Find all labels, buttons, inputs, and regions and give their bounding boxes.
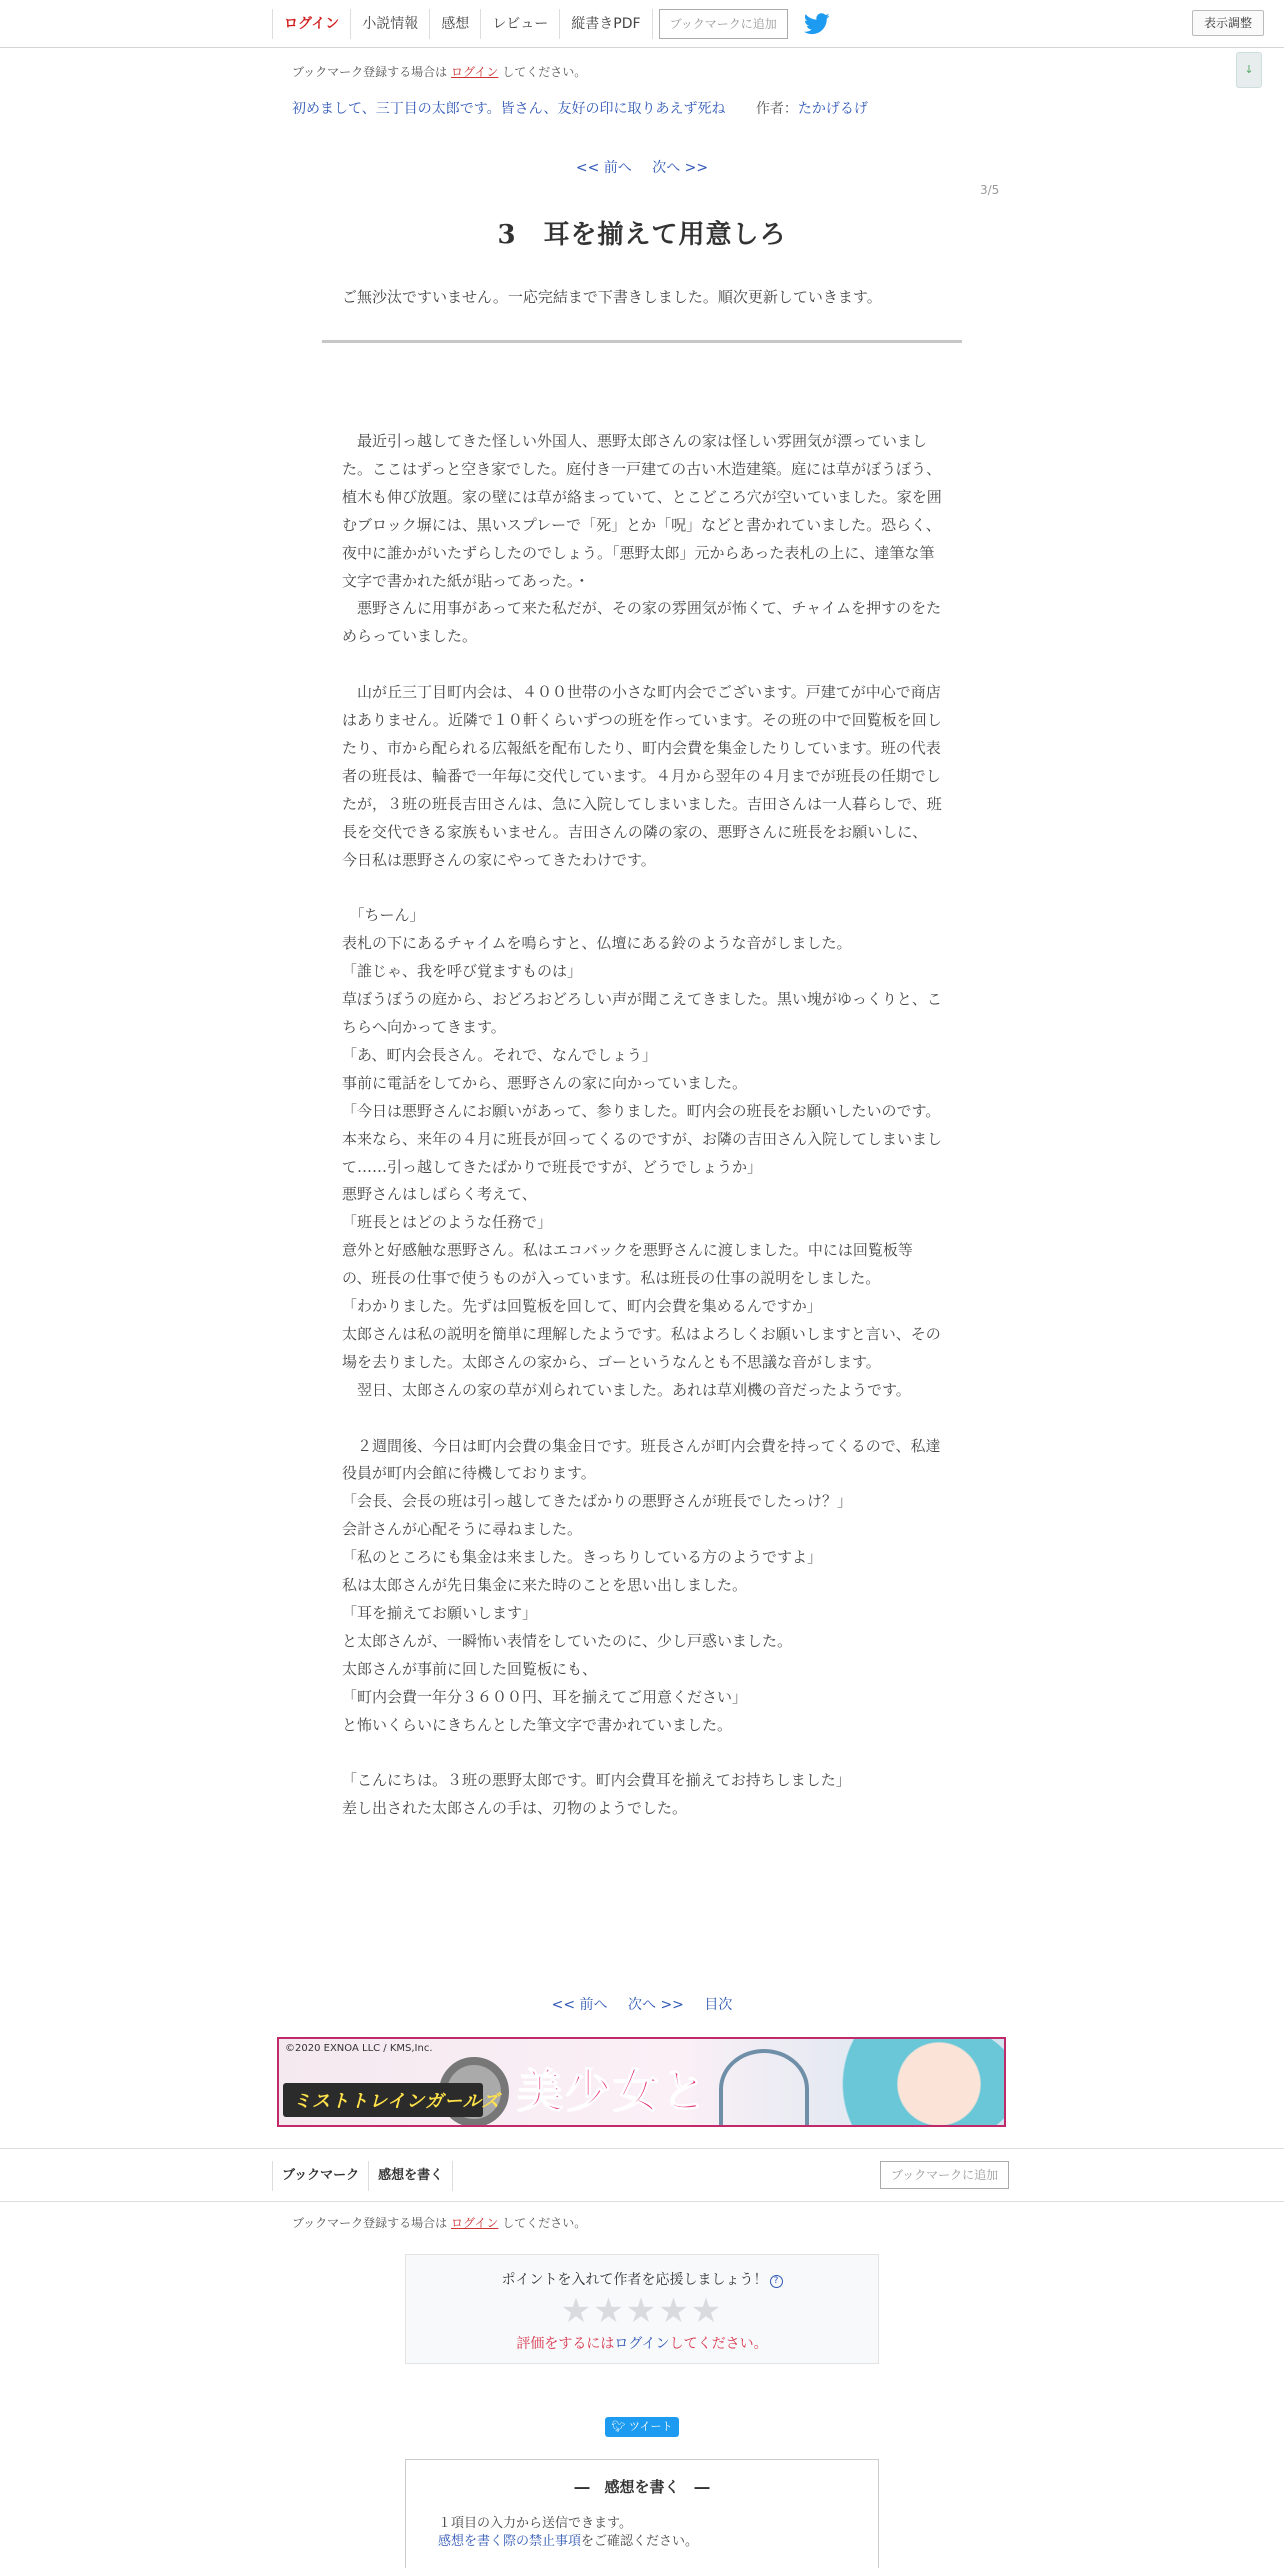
rating-prompt	[406, 2269, 878, 2289]
display-adjust-button[interactable]: 表示調整	[1192, 10, 1264, 36]
body-blank-line	[342, 651, 942, 679]
top-nav-items	[272, 0, 830, 48]
bookmark-notice-suffix: してください。	[502, 65, 587, 79]
nav-reviews[interactable]: レビュー	[480, 9, 559, 39]
ad-headline: 美少女と	[517, 2064, 709, 2118]
body-blank-line	[342, 874, 942, 902]
next-page-link[interactable]: 次へ >>	[652, 160, 709, 176]
add-bookmark-button-bottom[interactable]: ブックマークに追加	[880, 2161, 1009, 2189]
chapter-title: 3 耳を揃えて用意しろ	[497, 220, 787, 250]
body-paragraph: 「誰じゃ、我を呼び覚ますものは」	[342, 962, 583, 981]
add-bookmark-button[interactable]: ブックマークに追加	[659, 9, 788, 39]
impression-rules-suffix: をご確認ください。	[581, 2534, 699, 2549]
ad-logo	[283, 2083, 501, 2117]
rating-prompt-text: ポイントを入れて作者を応援しましょう！	[501, 2272, 768, 2288]
bookmark-notice-bottom	[292, 2214, 586, 2231]
ad-tower-graphic	[719, 2049, 809, 2127]
bottom-bar-items	[272, 2161, 452, 2191]
rating-login-notice	[406, 2333, 878, 2353]
body-paragraph: 「耳を揃えてお願いします」	[342, 1604, 538, 1623]
prev-page-link[interactable]: << 前へ	[575, 160, 632, 176]
body-paragraph: 事前に電話をしてから、悪野さんの家に向かっていました。	[342, 1073, 748, 1092]
ad-copyright: ©2020 EXNOA LLC / KMS,Inc.	[285, 2043, 433, 2054]
body-blank-line	[342, 1740, 942, 1768]
series-title-link[interactable]: 初めまして、三丁目の太郎です。皆さん、友好の印に取りあえず死ね	[292, 101, 726, 117]
body-paragraph: 草ぼうぼうの庭から、おどろおどろしい声が聞こえてきました。黒い塊がゆっくりと、こちらへ向かってきます。	[342, 990, 942, 1036]
body-paragraph: 「あ、町内会長さん。それで、なんでしょう」	[342, 1045, 658, 1064]
table-of-contents-link[interactable]: 目次	[704, 1997, 733, 2013]
body-paragraph: 会計さんが心配そうに尋ねました。	[342, 1520, 583, 1539]
body-paragraph: 「ちーん」	[342, 906, 425, 925]
body-paragraph: と怖いくらいにきちんとした筆文字で書かれていました。	[342, 1715, 733, 1734]
next-page-link-bottom[interactable]: 次へ >>	[628, 1997, 684, 2013]
bookmark-notice-top	[292, 63, 586, 80]
author-label: 作者：	[755, 101, 798, 117]
body-paragraph: 太郎さんは私の説明を簡単に理解したようです。私はよろしくお願いしますと言い、その場を去りました。太郎さんの家から、ゴーというなんとも不思議な音がします。	[342, 1324, 941, 1371]
ad-banner[interactable]	[277, 2037, 1006, 2127]
rating-stars[interactable]: ★★★★★	[560, 2291, 724, 2331]
body-paragraph: 意外と好感触な悪野さん。私はエコバックを悪野さんに渡しました。中には回覧板等の、班長の仕事で使うものが入っています。私は班長の仕事の説明をしました。	[342, 1241, 913, 1288]
novel-body	[342, 428, 942, 1823]
body-paragraph: と太郎さんが、一瞬怖い表情をしていたのに、少し戸惑いました。	[342, 1631, 793, 1650]
tweet-button[interactable]	[605, 2417, 679, 2437]
preface-divider	[322, 340, 962, 343]
body-paragraph: 悪野さんに用事があって来た私だが、その家の雰囲気が怖くて、チャイムを押すのをためらっていました。	[342, 599, 942, 646]
pager-bottom	[0, 1994, 1284, 2014]
nav-impressions[interactable]: 感想	[429, 9, 480, 39]
body-paragraph: 山が丘三丁目町内会は、４００世帯の小さな町内会でございます。戸建てが中心で商店はありません。近隣で１０軒くらいずつの班を作っています。その班の中で回覧板を回したり、市から配られる広報紙を配布したり、町内会費を集金したりしています。班の代表者の班長は、輪番で一年毎に交代しています。４月から翌年の４月までが班長の任期でしたが，３班の班長吉田さんは、急に入院してしまいました。吉田さんは一人暮らしで、班長を交代できる家族もいません。吉田さんの隣の家の、悪野さんに班長をお願いしに、今日私は悪野さんの家にやってきたわけです。	[342, 683, 942, 869]
impression-rules-link[interactable]: 感想を書く際の禁止事項	[438, 2534, 582, 2549]
series-info	[292, 98, 868, 118]
body-paragraph: 差し出された太郎さんの手は、刃物のようでした。	[342, 1799, 688, 1818]
bookmark-notice-login-link[interactable]: ログイン	[451, 65, 499, 79]
bookmark-notice-prefix: ブックマーク登録する場合は	[292, 2216, 448, 2230]
bookmark-notice-login-link[interactable]: ログイン	[451, 2216, 499, 2230]
body-paragraph: 「班長とはどのような任務で」	[342, 1213, 553, 1232]
body-paragraph: 「町内会費一年分３６００円、耳を揃えてご用意ください」	[342, 1687, 748, 1706]
body-paragraph: 「今日は悪野さんにお願いがあって、参りました。町内会の班長をお願いしたいのです。本来なら、来年の４月に班長が回ってくるのですが、お隣の吉田さん入院してしまいまして……引っ越してきたばかりで班長ですが、どうでしょうか」	[342, 1101, 943, 1176]
prev-page-link-bottom[interactable]: << 前へ	[551, 1997, 608, 2013]
body-paragraph: 翌日、太郎さんの家の草が刈られていました。あれは草刈機の音だったようです。	[342, 1380, 911, 1399]
pager-top	[0, 157, 1284, 177]
body-paragraph: 「会長、会長の班は引っ越してきたばかりの悪野さんが班長でしたっけ？」	[342, 1492, 853, 1511]
impression-title: ― 感想を書く ―	[574, 2478, 710, 2496]
body-paragraph: 最近引っ越してきた怪しい外国人、悪野太郎さんの家は怪しい雰囲気が漂っていました。ここはずっと空き家でした。庭付き一戸建ての古い木造建築。庭には草がぼうぼう、植木も伸び放題。家の壁には草が絡まっていて、とこどころ穴が空いていました。家を囲むブロック塀には、黒いスプレーで「死」とか「呪」などと書かれていました。恐らく、夜中に誰かがいたずらしたのでしょう。「悪野太郎」元からあった表札の上に、達筆な筆文字で書かれた紙が貼ってあった。・	[342, 432, 942, 590]
body-paragraph: 私は太郎さんが先日集金に来た時のことを思い出しました。	[342, 1576, 748, 1595]
bookmark-notice-suffix: してください。	[502, 2216, 587, 2230]
top-nav-bar	[0, 0, 1284, 48]
chapter-preface: ご無沙汰ですいません。一応完結まで下書きしました。順次更新していきます。	[342, 288, 882, 306]
page-count: 3/5	[980, 183, 1000, 197]
impression-rules-note	[438, 2530, 698, 2549]
body-paragraph: ２週間後、今日は町内会費の集金日です。班長さんが町内会費を持ってくるので、私達役員が町内会館に待機しております。	[342, 1436, 941, 1483]
bottom-bookmark-link[interactable]: ブックマーク	[272, 2161, 369, 2191]
rating-login-suffix: してください。	[669, 2336, 768, 2352]
rating-login-prefix: 評価をするには	[516, 2336, 615, 2352]
bottom-action-bar	[0, 2148, 1284, 2202]
write-impression-link[interactable]: 感想を書く	[368, 2161, 453, 2191]
body-paragraph: 「こんにちは。３班の悪野太郎です。町内会費耳を揃えてお持ちしました」	[342, 1771, 851, 1790]
bookmark-notice-prefix: ブックマーク登録する場合は	[292, 65, 448, 79]
impression-note: １項目の入力から送信できます。	[438, 2516, 632, 2531]
ad-character-image	[819, 2037, 1006, 2127]
rating-login-link[interactable]: ログイン	[614, 2336, 670, 2352]
tweet-label: ツイート	[629, 2420, 673, 2433]
body-paragraph: 「わかりました。先ずは回覧板を回して、町内会費を集めるんですか」	[342, 1297, 822, 1316]
body-paragraph: 表札の下にあるチャイムを鳴らすと、仏壇にある鈴のような音がしました。	[342, 934, 852, 953]
body-paragraph: 「私のところにも集金は来ました。きっちりしている方のようですよ」	[342, 1548, 823, 1567]
twitter-icon: 🐦︎	[611, 2420, 626, 2433]
rating-box	[405, 2254, 879, 2364]
nav-login[interactable]: ログイン	[272, 9, 350, 39]
nav-novel-info[interactable]: 小説情報	[350, 9, 429, 39]
impression-form	[405, 2459, 879, 2568]
help-icon[interactable]: ?	[770, 2275, 783, 2288]
ad-logo-text: ミストトレインガールズ	[293, 2091, 501, 2112]
twitter-icon[interactable]	[804, 13, 830, 35]
nav-vertical-pdf[interactable]: 縦書きPDF	[559, 9, 652, 39]
body-paragraph: 太郎さんが事前に回した回覧板にも、	[342, 1659, 598, 1678]
scroll-down-button[interactable]: ↓	[1236, 52, 1262, 88]
body-paragraph: 悪野さんはしばらく考えて、	[342, 1185, 537, 1204]
body-blank-line	[342, 1405, 942, 1433]
author-link[interactable]: たかげるげ	[797, 101, 868, 117]
